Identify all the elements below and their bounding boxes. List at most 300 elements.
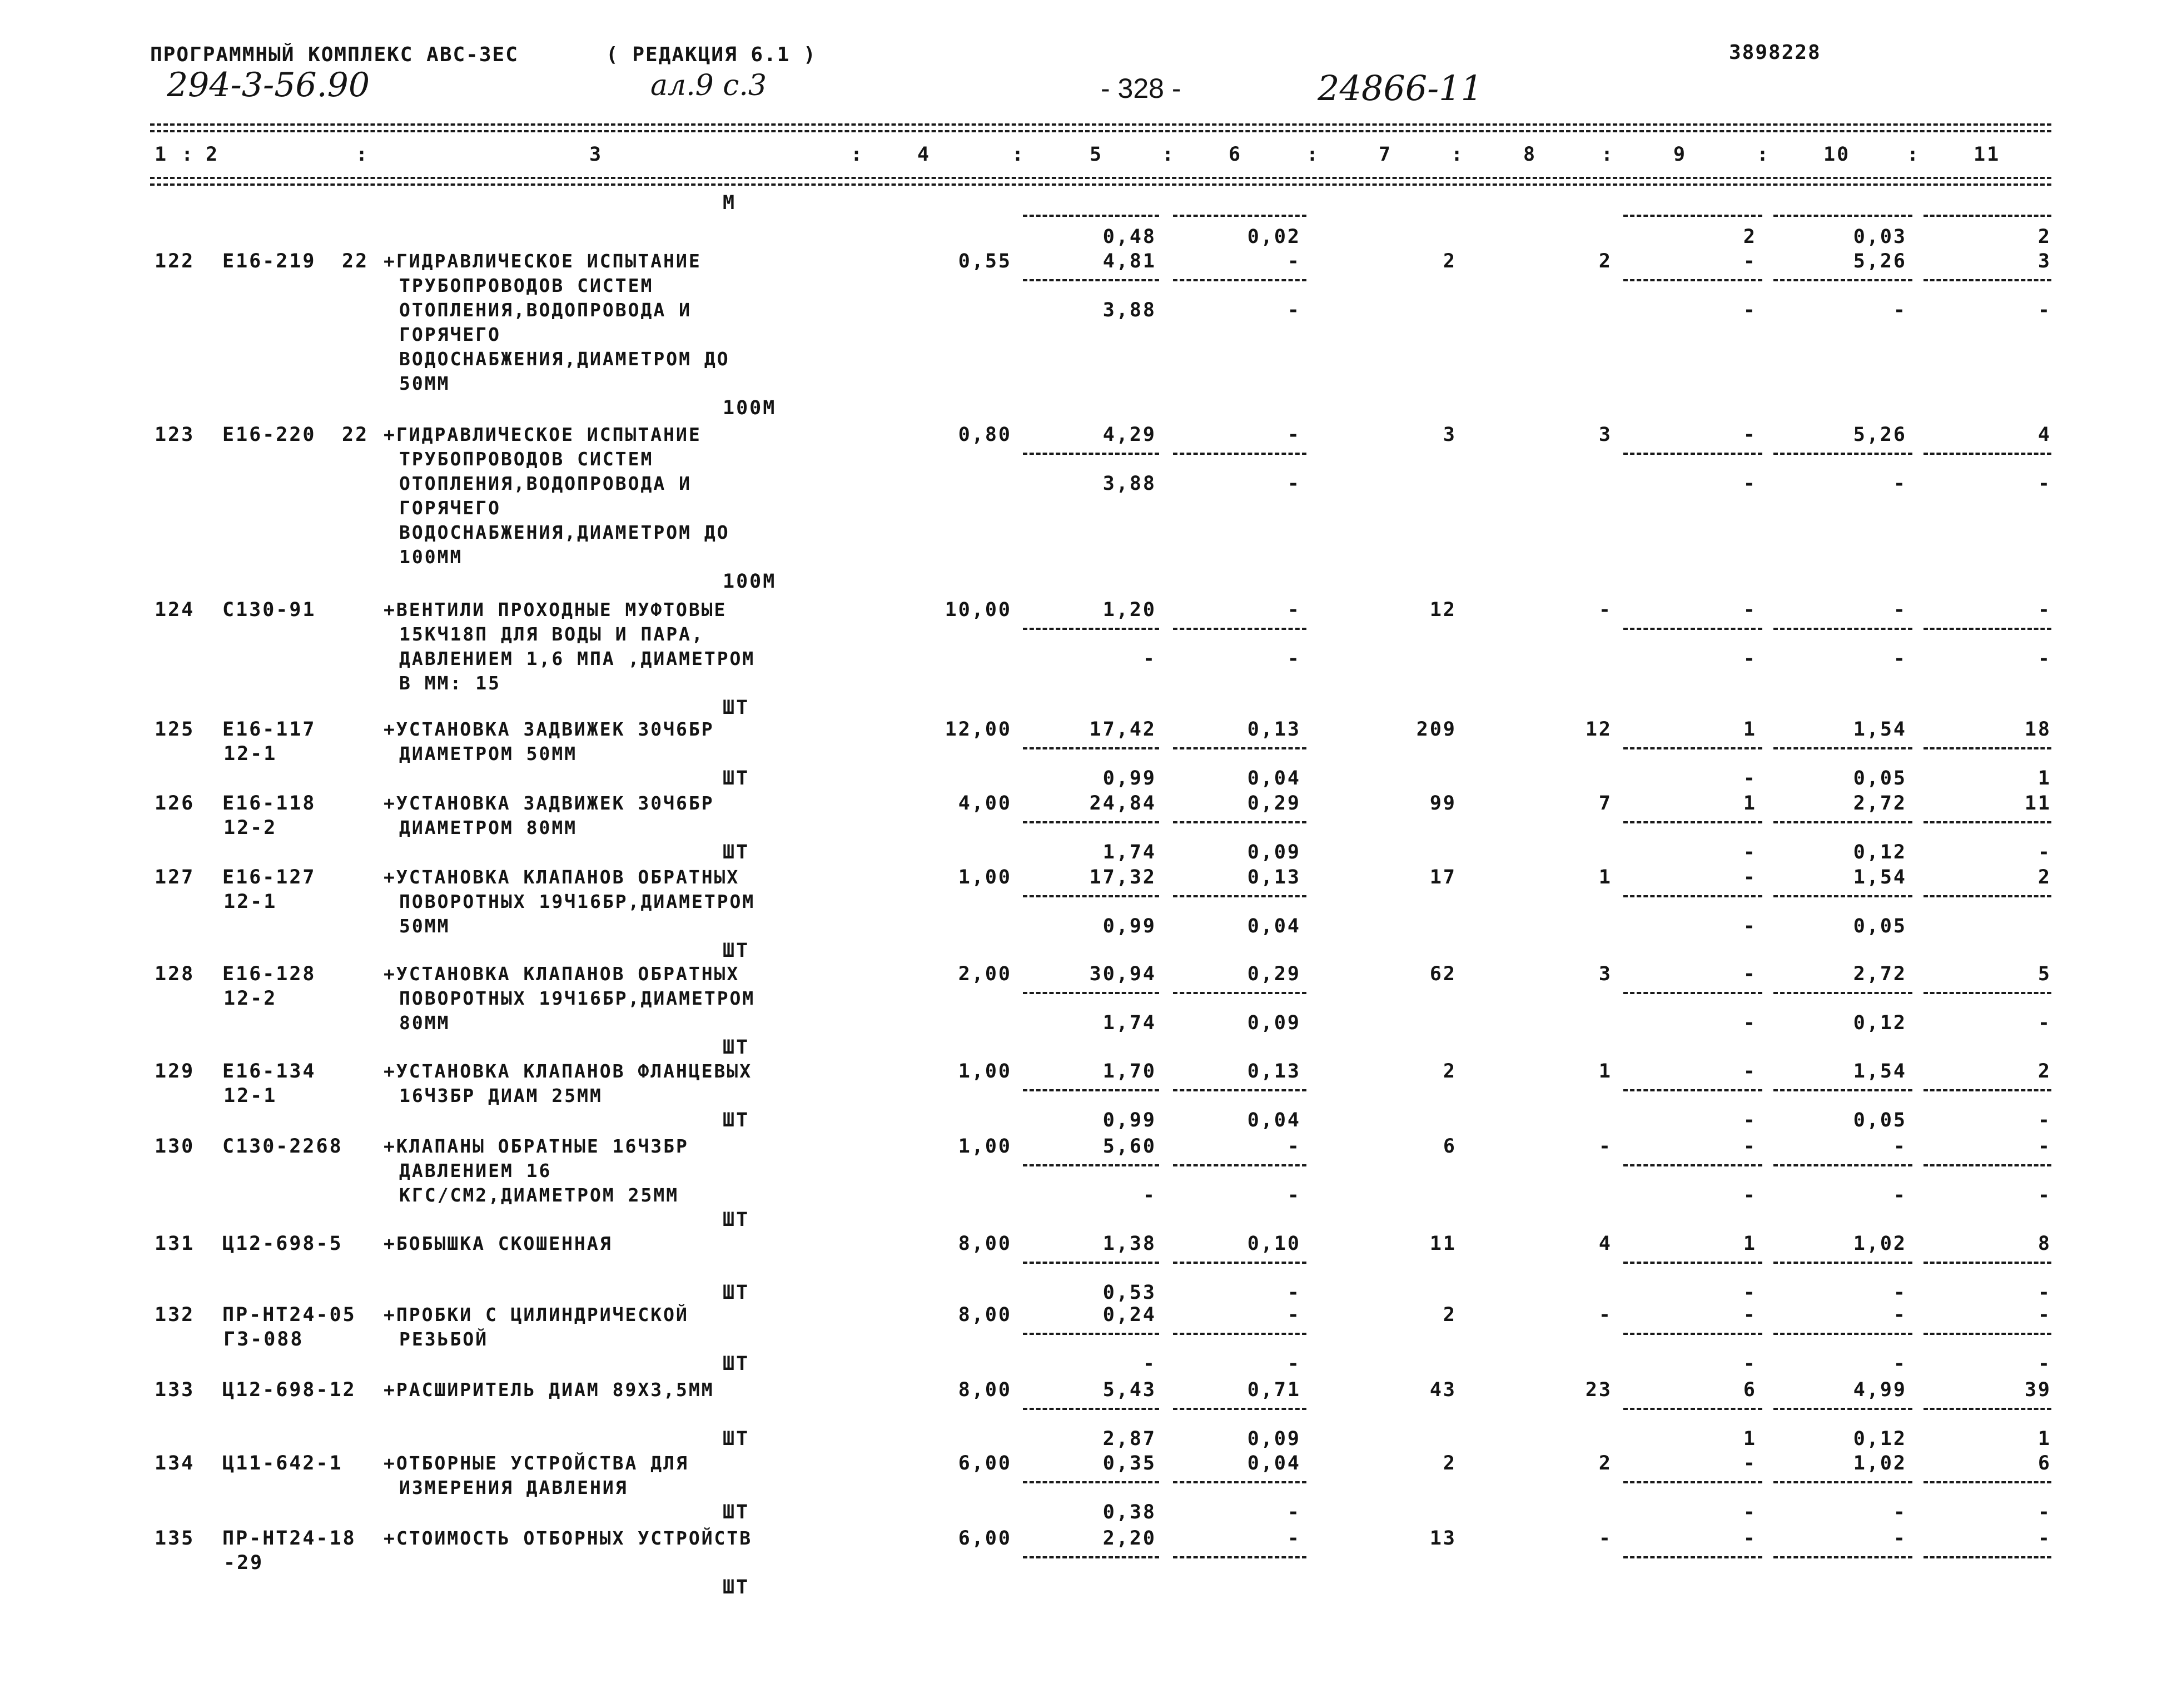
value-c11: -	[2037, 1527, 2051, 1550]
value-c6: 0,04	[1247, 1452, 1301, 1474]
column-header: :	[1451, 143, 1465, 166]
value-c6: -	[1287, 599, 1301, 621]
work-description: 100ММ	[399, 546, 463, 568]
subvalue-s10: 0,05	[1853, 767, 1907, 790]
rate-code: Е16-219	[222, 250, 316, 272]
value-c6: -	[1287, 424, 1301, 446]
rate-code-suffix: -29	[223, 1552, 264, 1574]
value-c4: 0,80	[958, 424, 1012, 446]
subvalue-s10: -	[1893, 473, 1907, 495]
row-rule	[1173, 453, 1306, 455]
row-rule	[1773, 1333, 1912, 1335]
unit-of-measure: ШТ	[723, 1353, 750, 1375]
subvalue-s11: -	[2037, 1501, 2051, 1523]
row-rule	[1773, 279, 1912, 281]
subvalue-s9: 1	[1743, 1428, 1757, 1450]
rate-code: ПР-НТ24-05	[222, 1304, 356, 1326]
row-rule	[1623, 1262, 1762, 1264]
value-c8: 1	[1598, 1060, 1612, 1083]
column-header: 11	[1974, 143, 2001, 166]
value-c9: 1	[1743, 1233, 1757, 1255]
subvalue-s9: -	[1743, 915, 1757, 937]
value-c6: 0,10	[1247, 1233, 1301, 1255]
row-rule	[1023, 1262, 1159, 1264]
row-rule	[1023, 747, 1159, 749]
value-c5: 0,35	[1102, 1452, 1156, 1474]
value-c10: 1,54	[1853, 718, 1907, 741]
value-c4: 8,00	[958, 1379, 1012, 1401]
rate-code: Е16-128	[222, 963, 316, 985]
rate-code: Ц12-698-5	[222, 1233, 343, 1255]
column-header: 2	[206, 143, 220, 166]
value-c9: -	[1743, 963, 1757, 985]
subvalue-s5: 0,53	[1102, 1282, 1156, 1304]
value-c8: 2	[1598, 250, 1612, 272]
row-rule	[1623, 992, 1762, 994]
value-c7: 6	[1443, 1135, 1457, 1158]
subvalue-s5: 3,88	[1102, 299, 1156, 321]
prev-c6: 0,02	[1247, 226, 1301, 248]
unit-of-measure: ШТ	[723, 841, 750, 863]
work-description: ГОРЯЧЕГО	[399, 324, 501, 345]
value-c11: 11	[2024, 792, 2051, 815]
value-c7: 17	[1429, 866, 1457, 888]
subvalue-s11: -	[2037, 1353, 2051, 1375]
value-c6: -	[1287, 1304, 1301, 1326]
row-rule	[1023, 1408, 1159, 1410]
value-c6: -	[1287, 1527, 1301, 1550]
subvalue-s9: -	[1743, 767, 1757, 790]
value-c10: -	[1893, 1304, 1907, 1326]
header-rule-bottom	[150, 177, 2051, 179]
value-c10: 2,72	[1853, 963, 1907, 985]
row-number: 129	[155, 1060, 195, 1083]
rate-code-suffix: 12-1	[223, 1085, 277, 1107]
value-c9: 1	[1743, 792, 1757, 815]
work-description: 80ММ	[399, 1012, 450, 1034]
rate-code-suffix: 12-1	[223, 743, 277, 765]
rate-code: Е16-118	[222, 792, 316, 815]
handwritten-album-page: ал.9 с.3	[650, 69, 767, 102]
row-number: 130	[155, 1135, 195, 1158]
row-rule	[1623, 1556, 1762, 1558]
row-rule	[1924, 1408, 2051, 1410]
subvalue-s9: -	[1743, 1109, 1757, 1131]
unit-of-measure: ШТ	[723, 697, 750, 719]
row-rule	[1173, 1408, 1306, 1410]
value-c10: -	[1893, 1135, 1907, 1158]
value-c10: 2,72	[1853, 792, 1907, 815]
work-description: +ПРОБКИ С ЦИЛИНДРИЧЕСКОЙ	[384, 1304, 689, 1325]
value-c8: 12	[1585, 718, 1612, 741]
unit-of-measure: 100М	[723, 397, 777, 419]
handwritten-project-code: 294-3-56.90	[167, 66, 370, 105]
column-header: :	[851, 143, 864, 166]
work-description: В ММ: 15	[399, 672, 501, 694]
rate-code: С130-2268	[222, 1135, 343, 1158]
row-rule	[1023, 1556, 1159, 1558]
row-rule	[1924, 895, 2051, 897]
value-c9: -	[1743, 599, 1757, 621]
work-description: +УСТАНОВКА КЛАПАНОВ ОБРАТНЫХ	[384, 866, 740, 888]
subvalue-s6: -	[1287, 1282, 1301, 1304]
value-c6: 0,29	[1247, 963, 1301, 985]
work-description: ОТОПЛЕНИЯ,ВОДОПРОВОДА И	[399, 473, 692, 494]
subvalue-s11: -	[2037, 473, 2051, 495]
value-c11: 8	[2037, 1233, 2051, 1255]
work-description: ГОРЯЧЕГО	[399, 497, 501, 519]
value-c9: -	[1743, 1135, 1757, 1158]
value-c11: 39	[2024, 1379, 2051, 1401]
subvalue-s11: 1	[2037, 767, 2051, 790]
subvalue-s10: -	[1893, 648, 1907, 670]
value-c8: 3	[1598, 424, 1612, 446]
column-header: 8	[1523, 143, 1537, 166]
row-rule	[1924, 747, 2051, 749]
subvalue-s9: -	[1743, 1501, 1757, 1523]
value-c8: 7	[1598, 792, 1612, 815]
prev-c11: 2	[2037, 226, 2051, 248]
row-number: 131	[155, 1233, 195, 1255]
work-description: ПОВОРОТНЫХ 19Ч16БР,ДИАМЕТРОМ	[399, 987, 756, 1009]
row-rule	[1773, 1408, 1912, 1410]
row-rule	[1023, 1481, 1159, 1483]
subvalue-s6: 0,04	[1247, 767, 1301, 790]
column-header: 1 :	[155, 143, 195, 166]
subvalue-s10: 0,12	[1853, 1428, 1907, 1450]
subtotal-rule	[1623, 215, 1762, 217]
row-number: 123	[155, 424, 195, 446]
value-c7: 11	[1429, 1233, 1457, 1255]
subvalue-s5: 0,99	[1102, 915, 1156, 937]
row-rule	[1773, 821, 1912, 823]
work-description: ВОДОСНАБЖЕНИЯ,ДИАМЕТРОМ ДО	[399, 522, 730, 543]
value-c4: 8,00	[958, 1233, 1012, 1255]
value-c4: 6,00	[958, 1452, 1012, 1474]
subvalue-s10: -	[1893, 1501, 1907, 1523]
subvalue-s6: -	[1287, 473, 1301, 495]
value-c4: 8,00	[958, 1304, 1012, 1326]
rate-coefficient: 22	[342, 250, 369, 272]
value-c9: -	[1743, 1452, 1757, 1474]
row-rule	[1023, 1164, 1159, 1166]
unit-of-measure: ШТ	[723, 1036, 750, 1059]
row-rule	[1623, 1089, 1762, 1091]
value-c5: 1,70	[1102, 1060, 1156, 1083]
row-rule	[1173, 1089, 1306, 1091]
value-c7: 2	[1443, 1304, 1457, 1326]
row-rule	[1924, 1481, 2051, 1483]
row-number: 134	[155, 1452, 195, 1474]
value-c6: -	[1287, 250, 1301, 272]
work-description: РЕЗЬБОЙ	[399, 1328, 489, 1350]
unit-of-measure: ШТ	[723, 1501, 750, 1523]
value-c5: 24,84	[1089, 792, 1156, 815]
value-c4: 12,00	[945, 718, 1012, 741]
row-number: 133	[155, 1379, 195, 1401]
work-description: ОТОПЛЕНИЯ,ВОДОПРОВОДА И	[399, 299, 692, 321]
work-description: 50ММ	[399, 373, 450, 394]
column-header: :	[356, 143, 370, 166]
subvalue-s11: -	[2037, 648, 2051, 670]
subvalue-s5: 2,87	[1102, 1428, 1156, 1450]
value-c9: 6	[1743, 1379, 1757, 1401]
rate-code: ПР-НТ24-18	[222, 1527, 356, 1550]
column-header: :	[1162, 143, 1176, 166]
row-rule	[1924, 453, 2051, 455]
row-rule	[1773, 895, 1912, 897]
value-c4: 10,00	[945, 599, 1012, 621]
value-c10: 1,02	[1853, 1233, 1907, 1255]
value-c5: 17,42	[1089, 718, 1156, 741]
row-rule	[1623, 279, 1762, 281]
subvalue-s9: -	[1743, 1353, 1757, 1375]
work-description: 16Ч3БР ДИАМ 25ММ	[399, 1085, 603, 1106]
column-header: 9	[1673, 143, 1687, 166]
subtotal-rule	[1173, 215, 1306, 217]
row-number: 126	[155, 792, 195, 815]
work-description: ДИАМЕТРОМ 50ММ	[399, 743, 578, 764]
rate-code: Е16-134	[222, 1060, 316, 1083]
value-c8: -	[1598, 1304, 1612, 1326]
column-header: 5	[1090, 143, 1104, 166]
value-c4: 1,00	[958, 1135, 1012, 1158]
prev-c10: 0,03	[1853, 226, 1907, 248]
value-c7: 12	[1429, 599, 1457, 621]
value-c7: 43	[1429, 1379, 1457, 1401]
value-c7: 99	[1429, 792, 1457, 815]
value-c5: 2,20	[1102, 1527, 1156, 1550]
value-c11: 3	[2037, 250, 2051, 272]
row-rule	[1173, 628, 1306, 630]
row-rule	[1173, 1333, 1306, 1335]
value-c5: 0,24	[1102, 1304, 1156, 1326]
subvalue-s5: 3,88	[1102, 473, 1156, 495]
column-header: :	[1306, 143, 1320, 166]
subvalue-s10: 0,12	[1853, 841, 1907, 863]
row-rule	[1023, 895, 1159, 897]
row-rule	[1623, 821, 1762, 823]
rate-code-suffix: ГЗ-088	[223, 1328, 304, 1350]
program-name: ПРОГРАММНЫЙ КОМПЛЕКС АВС-ЗЕС	[150, 43, 519, 66]
header-rule-bottom-2	[150, 183, 2051, 186]
value-c11: -	[2037, 1304, 2051, 1326]
column-header: :	[1757, 143, 1771, 166]
row-rule	[1173, 821, 1306, 823]
subvalue-s10: 0,05	[1853, 1109, 1907, 1131]
value-c4: 0,55	[958, 250, 1012, 272]
row-rule	[1623, 1408, 1762, 1410]
unit-of-measure: ШТ	[723, 940, 750, 962]
value-c5: 5,60	[1102, 1135, 1156, 1158]
subvalue-s11: -	[2037, 841, 2051, 863]
work-description: ТРУБОПРОВОДОВ СИСТЕМ	[399, 448, 654, 470]
work-description: ДИАМЕТРОМ 80ММ	[399, 817, 578, 838]
unit-of-measure: ШТ	[723, 767, 750, 790]
row-rule	[1623, 1481, 1762, 1483]
work-description: 50ММ	[399, 915, 450, 937]
subvalue-s9: -	[1743, 648, 1757, 670]
rate-code: Е16-117	[222, 718, 316, 741]
value-c10: 5,26	[1853, 424, 1907, 446]
value-c8: 3	[1598, 963, 1612, 985]
row-rule	[1773, 628, 1912, 630]
column-header: 4	[917, 143, 931, 166]
value-c6: -	[1287, 1135, 1301, 1158]
value-c8: 4	[1598, 1233, 1612, 1255]
unit-of-measure: ШТ	[723, 1576, 750, 1598]
subvalue-s9: -	[1743, 1012, 1757, 1034]
value-c9: -	[1743, 1060, 1757, 1083]
subvalue-s10: -	[1893, 1282, 1907, 1304]
value-c5: 1,38	[1102, 1233, 1156, 1255]
rate-coefficient: 22	[342, 424, 369, 446]
row-number: 135	[155, 1527, 195, 1550]
work-description: +СТОИМОСТЬ ОТБОРНЫХ УСТРОЙСТВ	[384, 1527, 753, 1549]
work-description: +ОТБОРНЫЕ УСТРОЙСТВА ДЛЯ	[384, 1452, 689, 1474]
work-description: 15КЧ18П ДЛЯ ВОДЫ И ПАРА,	[399, 623, 704, 645]
row-rule	[1023, 821, 1159, 823]
row-number: 122	[155, 250, 195, 272]
column-header: 10	[1823, 143, 1851, 166]
row-rule	[1773, 1089, 1912, 1091]
subtotal-rule	[1023, 215, 1159, 217]
subvalue-s9: -	[1743, 473, 1757, 495]
value-c10: 1,02	[1853, 1452, 1907, 1474]
value-c4: 1,00	[958, 1060, 1012, 1083]
value-c10: 1,54	[1853, 866, 1907, 888]
value-c9: -	[1743, 1527, 1757, 1550]
work-description: ТРУБОПРОВОДОВ СИСТЕМ	[399, 275, 654, 296]
work-description: ДАВЛЕНИЕМ 16	[399, 1160, 552, 1181]
row-number: 124	[155, 599, 195, 621]
value-c10: -	[1893, 1527, 1907, 1550]
subvalue-s5: 1,74	[1102, 1012, 1156, 1034]
value-c8: -	[1598, 1527, 1612, 1550]
row-rule	[1623, 453, 1762, 455]
subvalue-s11: -	[2037, 1184, 2051, 1206]
unit-of-measure: ШТ	[723, 1109, 750, 1131]
column-header: :	[1601, 143, 1615, 166]
subvalue-s9: -	[1743, 1282, 1757, 1304]
value-c9: 1	[1743, 718, 1757, 741]
value-c7: 209	[1416, 718, 1457, 741]
value-c9: -	[1743, 1304, 1757, 1326]
subvalue-s11: 1	[2037, 1428, 2051, 1450]
work-description: ДАВЛЕНИЕМ 1,6 МПА ,ДИАМЕТРОМ	[399, 648, 756, 669]
subvalue-s6: -	[1287, 299, 1301, 321]
rate-code: Ц12-698-12	[222, 1379, 356, 1401]
value-c9: -	[1743, 424, 1757, 446]
value-c7: 2	[1443, 1452, 1457, 1474]
value-c8: -	[1598, 599, 1612, 621]
column-header: :	[1012, 143, 1026, 166]
value-c11: 2	[2037, 1060, 2051, 1083]
subvalue-s6: -	[1287, 1501, 1301, 1523]
value-c4: 2,00	[958, 963, 1012, 985]
rate-code-suffix: 12-1	[223, 891, 277, 913]
row-rule	[1924, 821, 2051, 823]
subvalue-s9: -	[1743, 841, 1757, 863]
program-edition: ( РЕДАКЦИЯ 6.1 )	[606, 43, 817, 66]
row-rule	[1924, 628, 2051, 630]
value-c6: 0,13	[1247, 866, 1301, 888]
unit-of-measure: 100М	[723, 570, 777, 593]
rate-code-suffix: 12-2	[223, 817, 277, 839]
subtotal-rule	[1773, 215, 1912, 217]
column-header: 3	[589, 143, 603, 166]
row-rule	[1173, 1556, 1306, 1558]
rate-code: Е16-220	[222, 424, 316, 446]
value-c6: 0,29	[1247, 792, 1301, 815]
subvalue-s10: -	[1893, 299, 1907, 321]
row-rule	[1023, 992, 1159, 994]
row-rule	[1023, 628, 1159, 630]
prev-c5: 0,48	[1102, 226, 1156, 248]
work-description: +КЛАПАНЫ ОБРАТНЫЕ 16Ч3БР	[384, 1135, 689, 1157]
header-rule-top-2	[150, 130, 2051, 132]
value-c7: 2	[1443, 1060, 1457, 1083]
row-rule	[1773, 1164, 1912, 1166]
value-c9: -	[1743, 250, 1757, 272]
row-rule	[1173, 279, 1306, 281]
subvalue-s9: -	[1743, 299, 1757, 321]
subvalue-s11: -	[2037, 1282, 2051, 1304]
subvalue-s11: -	[2037, 1012, 2051, 1034]
row-rule	[1023, 1089, 1159, 1091]
subvalue-s10: -	[1893, 1353, 1907, 1375]
subvalue-s10: 0,12	[1853, 1012, 1907, 1034]
header-rule-top	[150, 123, 2051, 126]
value-c4: 1,00	[958, 866, 1012, 888]
row-rule	[1924, 279, 2051, 281]
value-c6: 0,13	[1247, 718, 1301, 741]
subvalue-s5: -	[1142, 648, 1156, 670]
value-c6: 0,71	[1247, 1379, 1301, 1401]
row-rule	[1023, 1333, 1159, 1335]
document-number: 3898228	[1729, 41, 1821, 64]
row-rule	[1924, 1262, 2051, 1264]
value-c5: 5,43	[1102, 1379, 1156, 1401]
row-number: 125	[155, 718, 195, 741]
value-c8: -	[1598, 1135, 1612, 1158]
subvalue-s6: 0,09	[1247, 841, 1301, 863]
value-c5: 1,20	[1102, 599, 1156, 621]
row-rule	[1924, 1556, 2051, 1558]
work-description: ПОВОРОТНЫХ 19Ч16БР,ДИАМЕТРОМ	[399, 891, 756, 912]
subvalue-s5: 0,99	[1102, 1109, 1156, 1131]
row-rule	[1623, 1164, 1762, 1166]
work-description: +УСТАНОВКА ЗАДВИЖЕК 30Ч6БР	[384, 718, 714, 740]
unit-label: М	[723, 192, 737, 214]
row-rule	[1773, 1556, 1912, 1558]
value-c11: -	[2037, 599, 2051, 621]
value-c5: 4,29	[1102, 424, 1156, 446]
row-rule	[1773, 1481, 1912, 1483]
rate-code: С130-91	[222, 599, 316, 621]
value-c7: 13	[1429, 1527, 1457, 1550]
work-description: +ГИДРАВЛИЧЕСКОЕ ИСПЫТАНИЕ	[384, 424, 702, 445]
subvalue-s9: -	[1743, 1184, 1757, 1206]
work-description: ВОДОСНАБЖЕНИЯ,ДИАМЕТРОМ ДО	[399, 348, 730, 370]
subvalue-s6: -	[1287, 648, 1301, 670]
row-rule	[1173, 747, 1306, 749]
work-description: ИЗМЕРЕНИЯ ДАВЛЕНИЯ	[399, 1477, 628, 1498]
value-c9: -	[1743, 866, 1757, 888]
row-rule	[1023, 453, 1159, 455]
row-number: 128	[155, 963, 195, 985]
value-c7: 62	[1429, 963, 1457, 985]
